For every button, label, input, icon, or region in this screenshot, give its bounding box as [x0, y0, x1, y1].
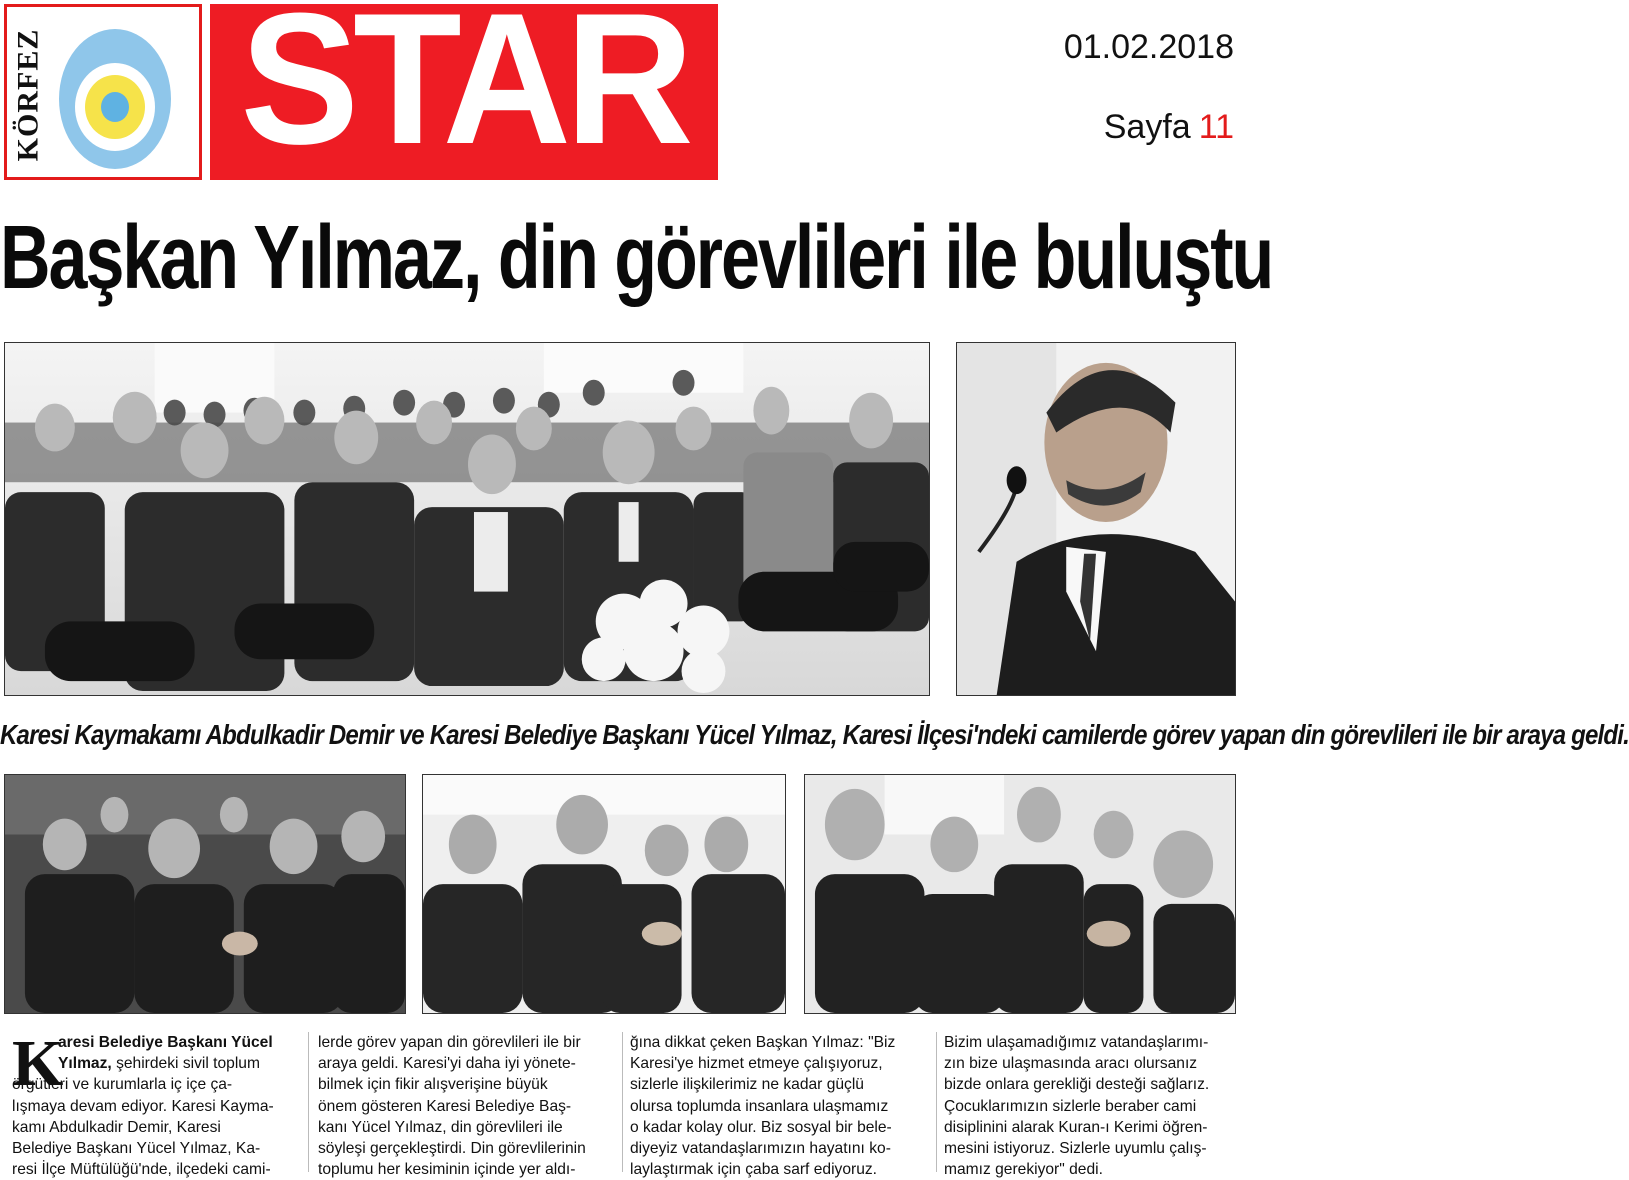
article-column-1: [12, 1027, 298, 1180]
page-number: 11: [1198, 108, 1234, 146]
article-line: Bizim ulaşamadığımız vatandaşlarımı-: [944, 1034, 1209, 1051]
photo-speaker: [956, 342, 1236, 696]
article-dropcap: K: [12, 1027, 64, 1100]
korfez-logo: [4, 4, 202, 180]
issue-date: 01.02.2018: [1063, 28, 1234, 66]
photo-handshake-2: [422, 774, 786, 1014]
column-divider: [622, 1032, 623, 1172]
photo-handshake-1: [4, 774, 406, 1014]
issue-page: [1104, 108, 1234, 147]
article-line: o kadar kolay olur. Biz sosyal bir bele-: [630, 1118, 892, 1136]
article-headline: Başkan Yılmaz, din görevlileri ile buluştu: [0, 207, 1273, 308]
article-line: önem gösteren Karesi Belediye Baş-: [318, 1097, 572, 1115]
article-spot: Karesi Kaymakamı Abdulkadir Demir ve Karesi Belediye Başkanı Yücel Yılmaz, Karesi İlçesi'ndeki camilerde görev yapan din görevlileri ile bir araya geldi.: [0, 719, 1629, 751]
article-lead-name: Yılmaz,: [58, 1055, 112, 1073]
article-line: lerde görev yapan din görevlileri ile bir: [318, 1034, 581, 1051]
photo-audience: [4, 342, 930, 696]
article-line: Belediye Başkanı Yücel Yılmaz, Ka-: [12, 1140, 261, 1158]
logo-wordmark: KÖRFEZ: [11, 28, 44, 162]
article-line: aresi Belediye Başkanı Yücel: [58, 1034, 273, 1051]
speaker-portrait-icon: [957, 343, 1235, 695]
handshake-icon: [805, 775, 1235, 1013]
article-column-4: [944, 1032, 1236, 1180]
article-line: laylaştırmak için çaba sarf ediyoruz.: [630, 1161, 877, 1179]
article-line: lışmaya devam ediyor. Karesi Kayma-: [12, 1097, 274, 1115]
article-line: diyeyiz vatandaşlarımızın hayatını ko-: [630, 1140, 891, 1158]
masthead-title: STAR: [240, 0, 688, 183]
article-line: zın bize ulaşmasında aracı olursanız: [944, 1055, 1198, 1073]
page-label: Sayfa: [1103, 108, 1191, 146]
article-line: disiplinini alarak Kuran-ı Kerimi öğren-: [944, 1118, 1208, 1136]
article-line: bilmek için fikir alışverişine büyük: [318, 1076, 548, 1094]
article-line-text: şehirdeki sivil toplum: [116, 1055, 260, 1073]
article-line: sizlerle ilişkilerimiz ne kadar güçlü: [630, 1076, 864, 1094]
article-column-3: [630, 1032, 926, 1180]
column-divider: [308, 1032, 309, 1172]
column-divider: [936, 1032, 937, 1172]
egg-emblem-icon: [55, 21, 175, 171]
article-line: bizde onlara gerekliği desteği sağlarız.: [944, 1076, 1210, 1094]
article-line: mesini istiyoruz. Sizlerle uyumlu çalış-: [944, 1140, 1207, 1158]
masthead-star: [210, 0, 718, 183]
handshake-icon: [423, 775, 785, 1013]
article-line: örgütleri ve kurumlarla iç içe ça-: [12, 1076, 233, 1094]
handshake-icon: [5, 775, 405, 1013]
logo-vertical-text: [11, 17, 45, 173]
article-line: ğına dikkat çeken Başkan Yılmaz: "Biz: [630, 1034, 896, 1051]
article-line: söyleşi gerçekleştirdi. Din görevlilerinin: [318, 1140, 586, 1158]
article-column-2: [318, 1032, 614, 1180]
article-line: olursa toplumda insanlara ulaşmamız: [630, 1097, 889, 1115]
article-line: araya geldi. Karesi'yi daha iyi yönete-: [318, 1055, 576, 1073]
crowd-seated-icon: [5, 343, 929, 695]
article-line: mamız gerekiyor" dedi.: [944, 1161, 1103, 1179]
article-line: kanı Yücel Yılmaz, din görevlileri ile: [318, 1118, 563, 1136]
photo-handshake-3: [804, 774, 1236, 1014]
article-line: [12, 1053, 298, 1074]
article-line: Çocuklarımızın sizlerle beraber cami: [944, 1097, 1197, 1115]
article-line: kamı Abdulkadir Demir, Karesi: [12, 1118, 221, 1136]
article-line: Karesi'ye hizmet etmeye çalışıyoruz,: [630, 1055, 883, 1073]
article-line: resi İlçe Müftülüğü'nde, ilçedeki cami-: [12, 1161, 271, 1179]
article-line: toplumu her kesiminin içinde yer aldı-: [318, 1161, 576, 1179]
